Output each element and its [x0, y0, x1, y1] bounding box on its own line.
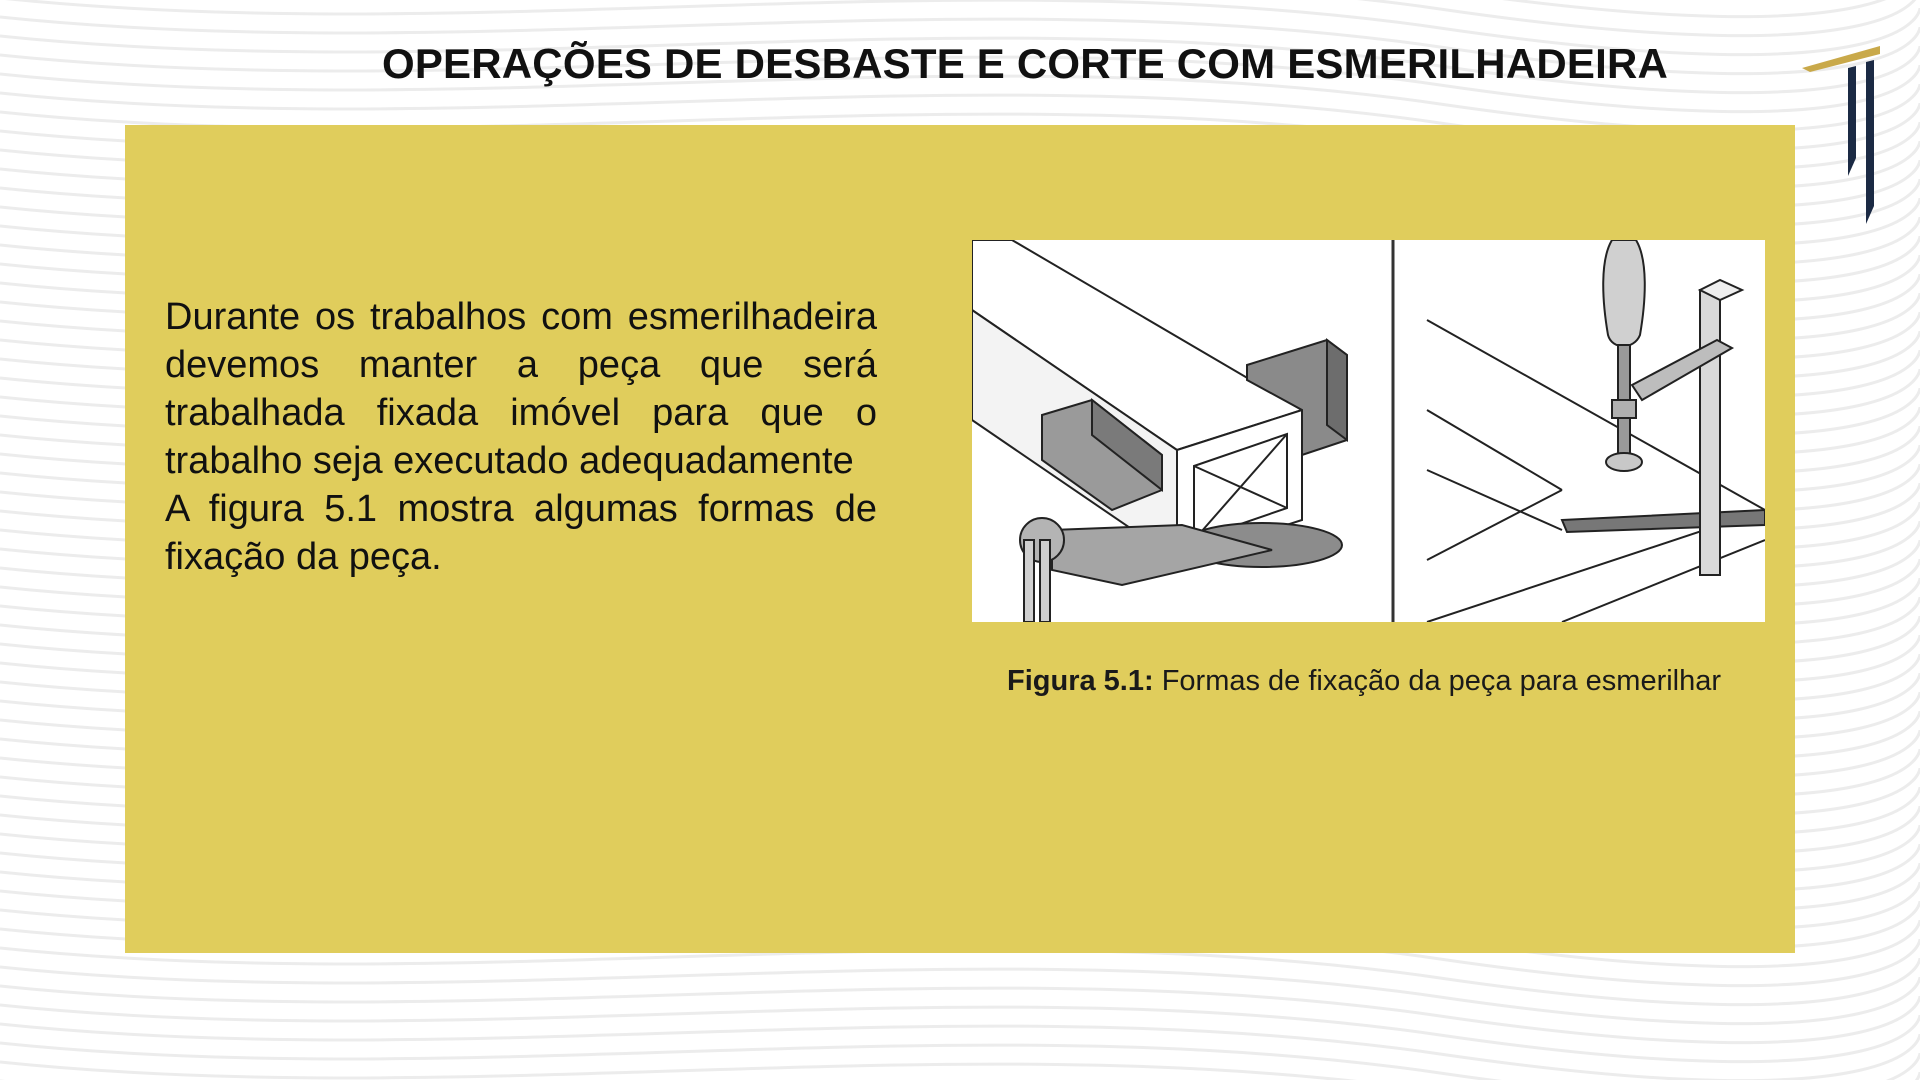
figure-image	[972, 240, 1765, 622]
content-panel	[125, 125, 1795, 953]
figure-caption-label: Figura 5.1:	[1007, 665, 1154, 697]
body-text	[165, 293, 877, 581]
body-paragraph-1: Durante os trabalhos com esmerilhadeira devemos manter a peça que será trabalhada fixada imóvel para que o trabalho seja executado adequadamente	[165, 296, 877, 482]
background-wave-line	[0, 986, 1920, 1043]
background-wave-line	[0, 948, 1920, 1005]
background-wave-line	[0, 1024, 1920, 1080]
figure-caption-text: Formas de fixação da peça para esmerilhar	[1153, 665, 1722, 697]
figure-caption	[1007, 665, 1797, 698]
clamp-illustration-icon	[1427, 240, 1765, 622]
background-wave-line	[0, 1005, 1920, 1062]
slide-title: OPERAÇÕES DE DESBASTE E CORTE COM ESMERILHADEIRA	[381, 40, 1669, 87]
background-wave-line	[0, 967, 1920, 1024]
body-paragraph-2: A figura 5.1 mostra algumas formas de fixação da peça.	[165, 488, 877, 578]
background-wave-line	[0, 1043, 1920, 1080]
bench-vise-illustration-icon	[972, 240, 1347, 622]
company-logo-icon	[1796, 38, 1880, 228]
